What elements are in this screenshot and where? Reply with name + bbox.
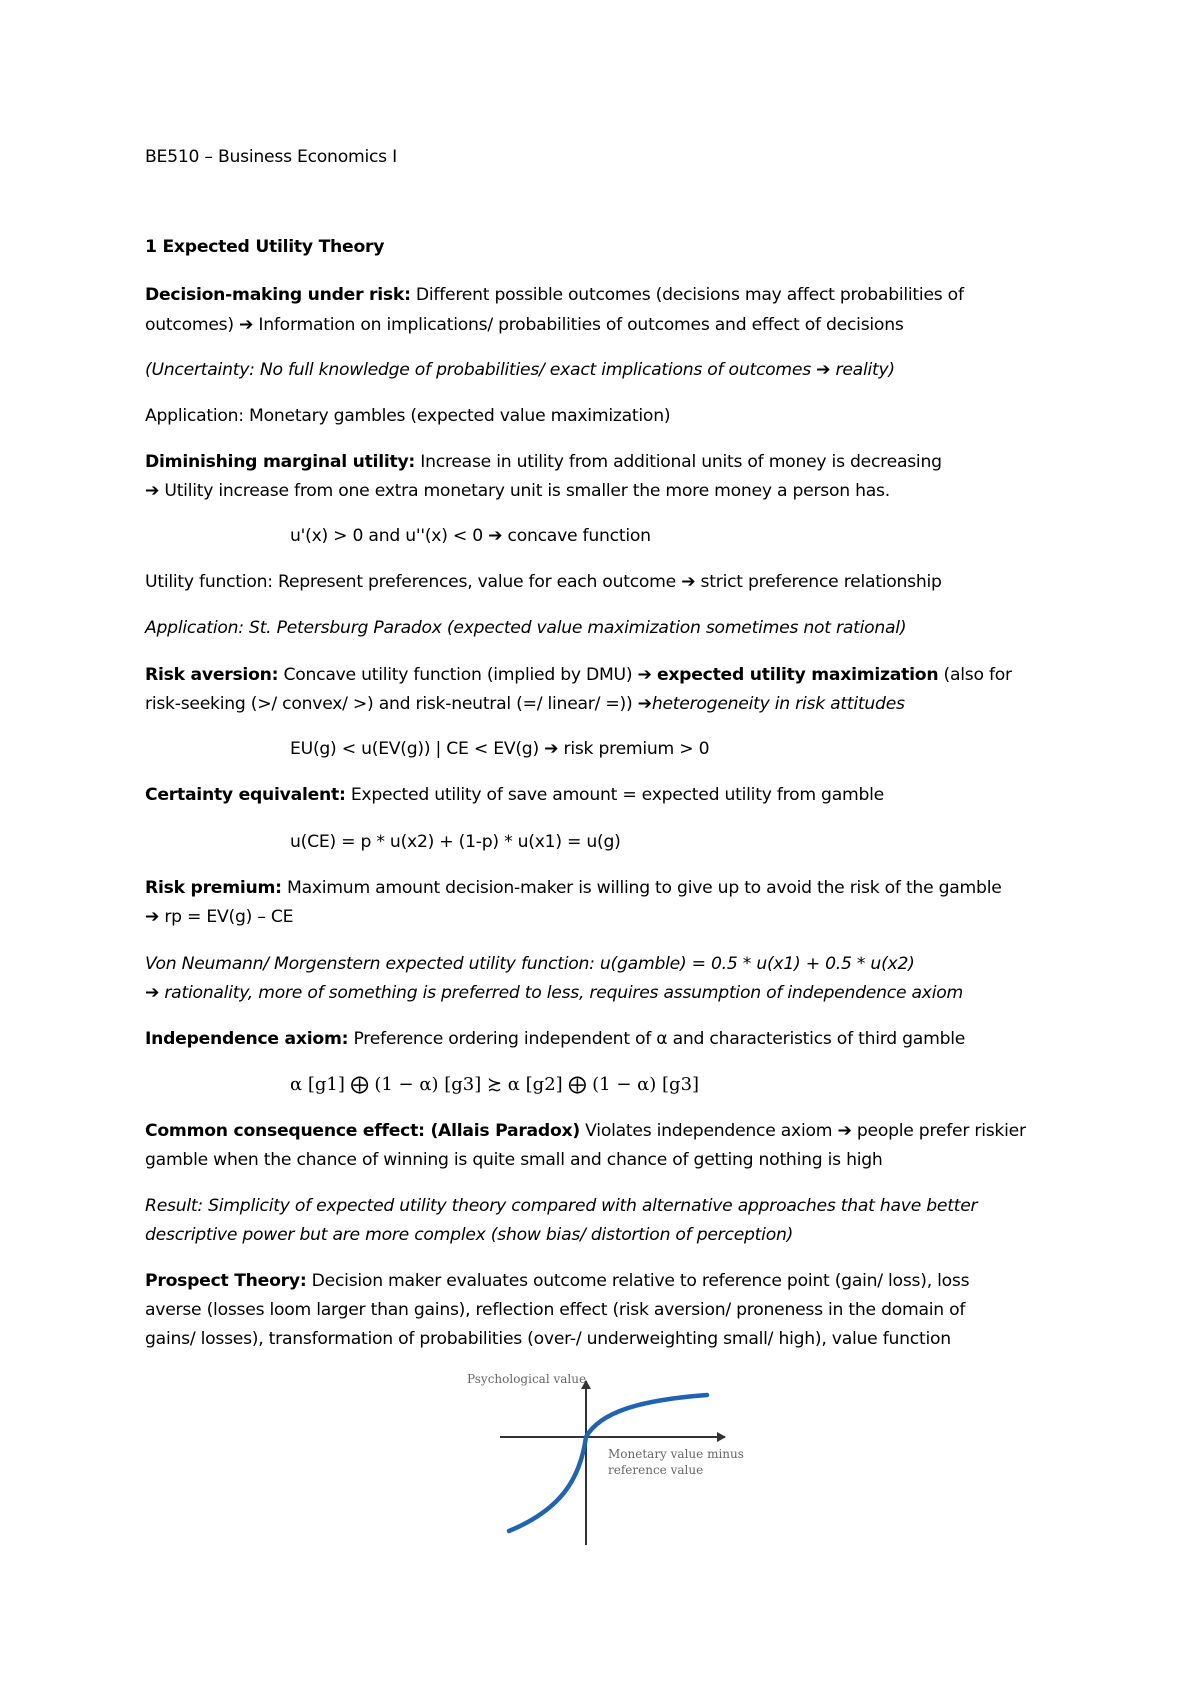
- risk-aversion-text-1b: (also for: [938, 665, 1012, 685]
- prospect-text-1: Decision maker evaluates outcome relative to reference point (gain/ loss), loss: [306, 1271, 970, 1291]
- result-line-1: Result: Simplicity of expected utility theory compared with alternative approaches that have better: [145, 1196, 978, 1216]
- dmu-line-2: ➔ Utility increase from one extra monetary unit is smaller the more money a person has.: [145, 481, 890, 501]
- formula-ce: u(CE) = p * u(x2) + (1-p) * u(x1) = u(g): [290, 832, 621, 852]
- allais-paradox: (Allais Paradox): [430, 1121, 580, 1141]
- independence-text: Preference ordering independent of α and characteristics of third gamble: [348, 1029, 966, 1049]
- decision-risk-term: Decision-making under risk:: [145, 285, 411, 305]
- common-consequence-text-1: Violates independence axiom ➔ people prefer riskier: [579, 1121, 1026, 1141]
- common-consequence-term: Common consequence effect:: [145, 1121, 431, 1141]
- x-axis-label-line-1: Monetary value minus: [608, 1447, 744, 1461]
- formula-concave: u'(x) > 0 and u''(x) < 0 ➔ concave function: [290, 526, 651, 546]
- utility-function-line: Utility function: Represent preferences, value for each outcome ➔ strict preference relationship: [145, 572, 942, 592]
- common-consequence-line-2: gamble when the chance of winning is quite small and chance of getting nothing is high: [145, 1150, 883, 1170]
- prospect-term: Prospect Theory:: [145, 1271, 307, 1291]
- certainty-text: Expected utility of save amount = expected utility from gamble: [345, 785, 884, 805]
- uncertainty-note: (Uncertainty: No full knowledge of probabilities/ exact implications of outcomes ➔ reality): [145, 360, 895, 380]
- independence-term: Independence axiom:: [145, 1029, 349, 1049]
- risk-premium-term: Risk premium:: [145, 878, 282, 898]
- dmu-text-1: Increase in utility from additional units of money is decreasing: [415, 452, 942, 472]
- vnm-line-1: Von Neumann/ Morgenstern expected utility function: u(gamble) = 0.5 * u(x1) + 0.5 * u(x2): [145, 954, 915, 974]
- certainty-term: Certainty equivalent:: [145, 785, 346, 805]
- risk-aversion-term: Risk aversion:: [145, 665, 279, 685]
- dmu-term: Diminishing marginal utility:: [145, 452, 416, 472]
- risk-aversion-bold: expected utility maximization: [656, 665, 939, 685]
- risk-aversion-text-2a: risk-seeking (>/ convex/ >) and risk-neutral (=/ linear/ =)) ➔: [145, 694, 652, 714]
- result-line-2: descriptive power but are more complex (show bias/ distortion of perception): [145, 1225, 794, 1245]
- y-axis-label: Psychological value: [467, 1372, 587, 1386]
- vnm-line-2: ➔ rationality, more of something is preferred to less, requires assumption of independence axiom: [145, 983, 963, 1003]
- decision-risk-line-2: outcomes) ➔ Information on implications/ probabilities of outcomes and effect of decisions: [145, 315, 904, 335]
- section-title: 1 Expected Utility Theory: [145, 237, 385, 257]
- formula-eu: EU(g) < u(EV(g)) | CE < EV(g) ➔ risk premium > 0: [290, 739, 710, 759]
- formula-axiom: α [g1] ⨁ (1 − α) [g3] ≿ α [g2] ⨁ (1 − α) [g3]: [290, 1074, 700, 1095]
- application-monetary: Application: Monetary gambles (expected value maximization): [145, 406, 671, 426]
- risk-premium-line-2: ➔ rp = EV(g) – CE: [145, 907, 294, 927]
- risk-aversion-text-1a: Concave utility function (implied by DMU) ➔: [278, 665, 657, 685]
- decision-risk-text-1: Different possible outcomes (decisions may affect probabilities of: [410, 285, 964, 305]
- x-axis-label-line-2: reference value: [608, 1463, 704, 1477]
- prospect-line-2: averse (losses loom larger than gains), reflection effect (risk aversion/ proneness in the domain of: [145, 1300, 966, 1320]
- risk-premium-text-1: Maximum amount decision-maker is willing to give up to avoid the risk of the gamble: [281, 878, 1002, 898]
- document-header: BE510 – Business Economics I: [145, 147, 397, 167]
- application-st-petersburg: Application: St. Petersburg Paradox (expected value maximization sometimes not rational): [145, 618, 907, 638]
- prospect-line-3: gains/ losses), transformation of probabilities (over-/ underweighting small/ high), value function: [145, 1329, 951, 1349]
- risk-aversion-italic: heterogeneity in risk attitudes: [651, 694, 905, 714]
